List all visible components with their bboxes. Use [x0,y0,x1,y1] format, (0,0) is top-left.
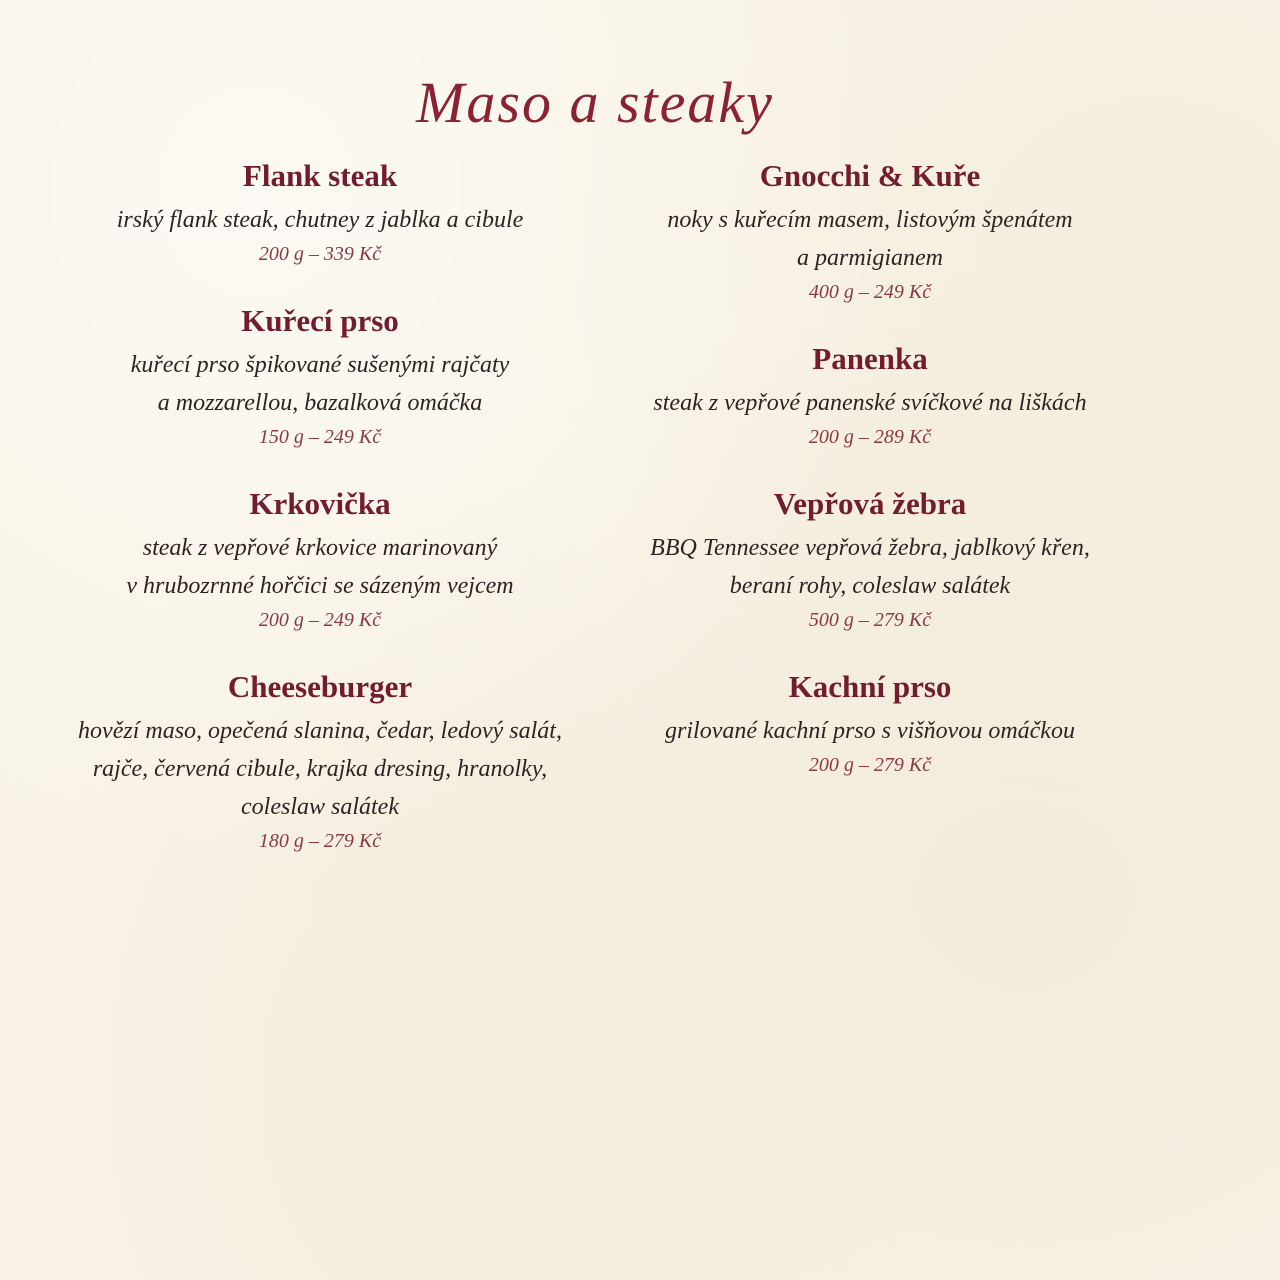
dish-description-line: BBQ Tennessee vepřová žebra, jablkový křen, [650,535,1090,561]
dish-name: Cheeseburger [227,669,413,704]
dish-description-line: grilované kachní prso s višňovou omáčkou [665,718,1075,744]
dish-description-line: beraní rohy, coleslaw salátek [729,573,1011,599]
dish-description-line: coleslaw salátek [241,794,399,820]
menu-column-left [40,156,600,856]
dish-description-line: v hrubozrnné hořčici se sázeným vejcem [126,573,514,599]
menu-item-flank-steak [40,156,600,269]
dish-description-line: hovězí maso, opečená slanina, čedar, ledový salát, [78,718,562,744]
dish-description [600,712,1140,750]
dish-name: Panenka [812,341,928,376]
dish-description-line: a mozzarellou, bazalková omáčka [157,390,483,416]
dish-name: Kuřecí prso [241,303,399,338]
dish-name: Gnocchi & Kuře [759,158,981,193]
dish-description-line: noky s kuřecím masem, listovým špenátem [667,207,1073,233]
dish-description-line: irský flank steak, chutney z jablka a cibule [116,207,524,233]
dish-name: Flank steak [242,158,398,193]
dish-name: Krkovička [249,486,391,521]
dish-description [600,384,1140,422]
dish-price: 200 g – 339 Kč [258,243,382,265]
dish-name: Vepřová žebra [773,486,967,521]
menu-item-panenka [600,339,1140,452]
dish-description-line: rajče, červená cibule, krajka dresing, hranolky, [92,756,548,782]
menu-item-kureci-prso [40,301,600,452]
dish-price: 200 g – 249 Kč [258,609,382,631]
dish-description [600,201,1140,277]
dish-description [40,529,600,605]
menu-item-veprova-zebra [600,484,1140,635]
dish-description [600,529,1140,605]
page-title: Maso a steaky [416,70,774,135]
dish-price: 400 g – 249 Kč [808,281,932,303]
dish-price: 200 g – 289 Kč [808,426,932,448]
menu-column-right [600,156,1140,780]
dish-description-line: steak z vepřové panenské svíčkové na liškách [653,390,1087,416]
menu-item-kachni-prso [600,667,1140,780]
dish-description-line: kuřecí prso špikované sušenými rajčaty [130,352,510,378]
dish-description [40,201,600,239]
dish-description-line: a parmigianem [797,245,943,271]
menu-item-gnocchi-kure [600,156,1140,307]
dish-price: 150 g – 249 Kč [258,426,382,448]
dish-name: Kachní prso [788,669,952,704]
menu-item-cheeseburger [40,667,600,856]
dish-price: 200 g – 279 Kč [808,754,932,776]
menu-item-krkovicka [40,484,600,635]
dish-description [40,346,600,422]
dish-price: 180 g – 279 Kč [258,830,382,852]
dish-description-line: steak z vepřové krkovice marinovaný [142,535,498,561]
dish-description [40,712,600,826]
dish-price: 500 g – 279 Kč [808,609,932,631]
